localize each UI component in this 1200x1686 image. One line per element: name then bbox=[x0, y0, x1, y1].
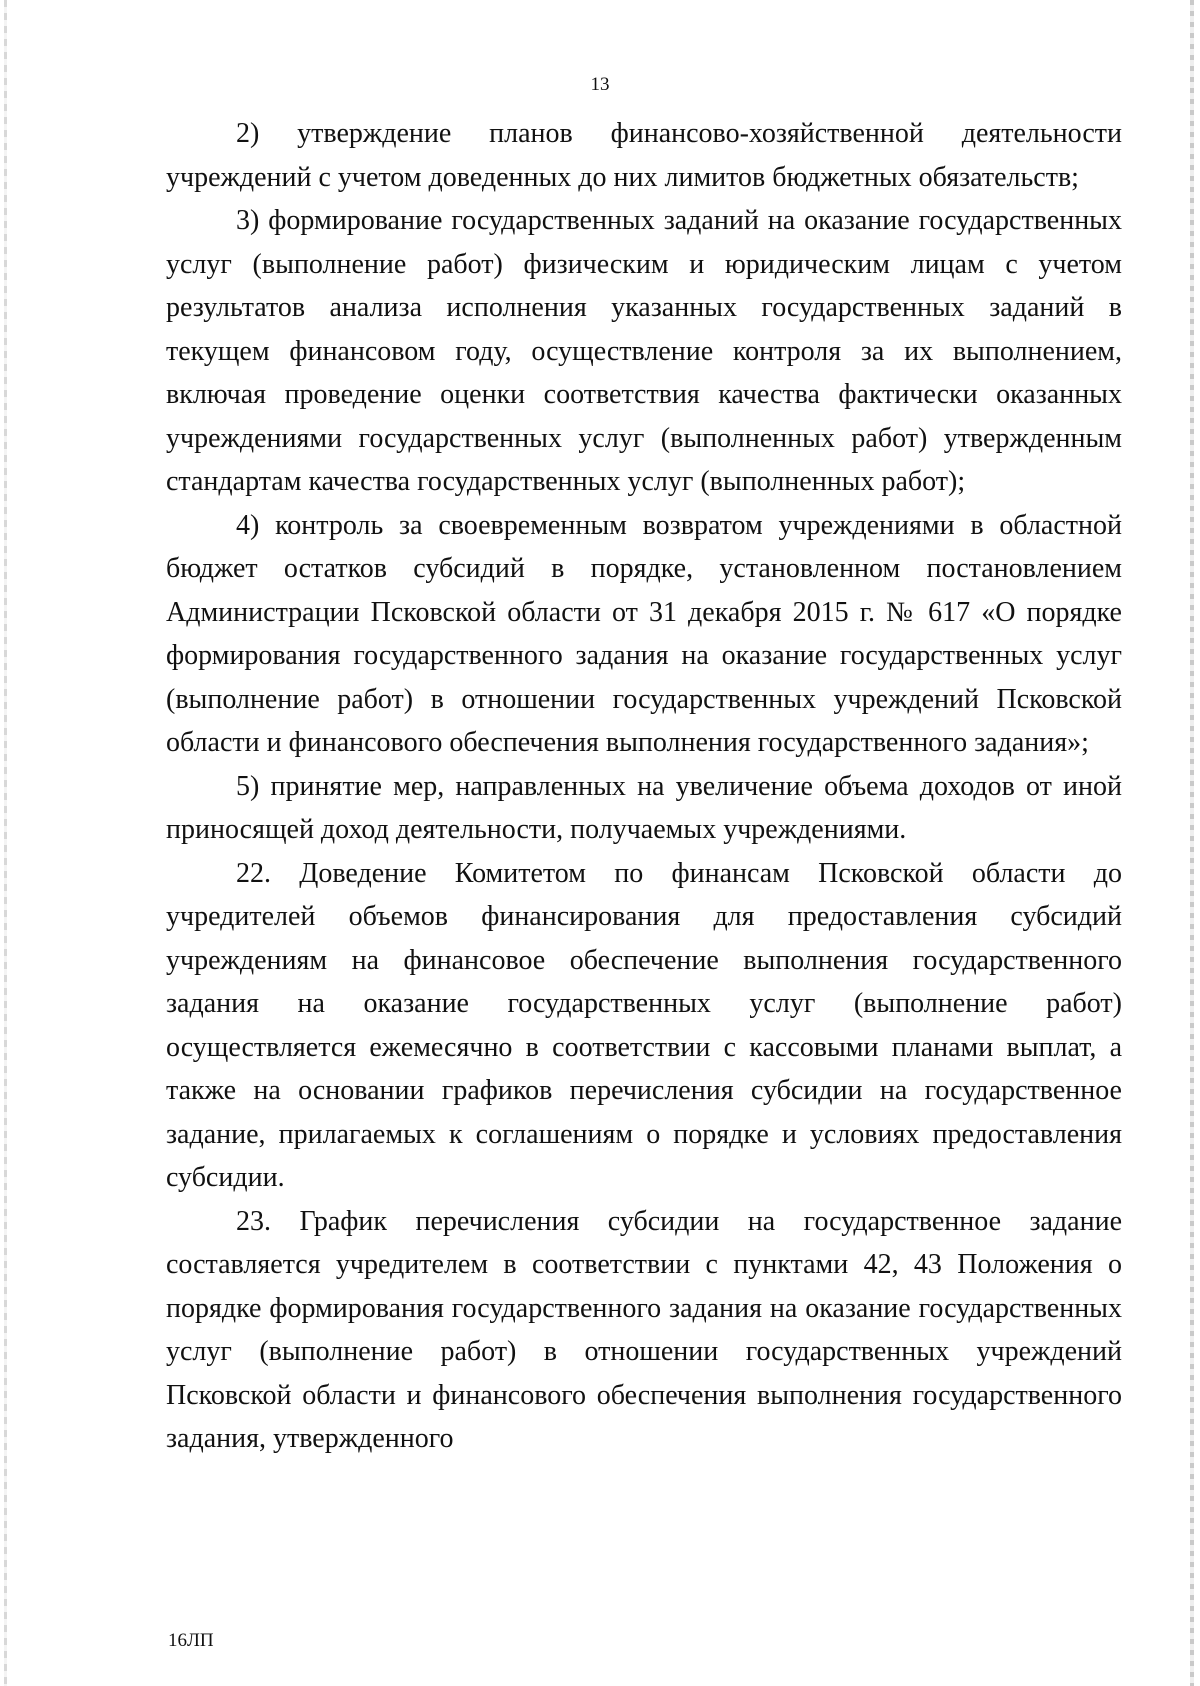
paragraph-item-4: 4) контроль за своевременным возвратом учреждениями в областной бюджет остатков субсидий в порядке, установленном постановлением Администрации Псковской области от 31 декабря 2015 г. № 617 «О порядке формирования государственного задания на оказание государственных услуг (выполнение работ) в отношении государственных учреждений Псковской области и финансового обеспечения выполнения государственного задания»; bbox=[166, 509, 1122, 758]
document-body bbox=[166, 112, 1122, 1461]
footer-document-code: 16ЛП bbox=[168, 1630, 214, 1651]
scan-edge-left bbox=[4, 0, 7, 1686]
paragraph-clause-23: 23. График перечисления субсидии на государственное задание составляется учредителем в соответствии с пунктами 42, 43 Положения о порядке формирования государственного задания на оказание государственных услуг (выполнение работ) в отношении государственных учреждений Псковской области и финансового обеспечения выполнения государственного задания, утвержденного bbox=[166, 1205, 1122, 1454]
paragraph-item-3: 3) формирование государственных заданий на оказание государственных услуг (выполнение работ) физическим и юридическим лицам с учетом результатов анализа исполнения указанных государственных заданий в текущем финансовом году, осуществление контроля за их выполнением, включая проведение оценки соответствия качества фактически оказанных учреждениями государственных услуг (выполненных работ) утвержденным стандартам качества государственных услуг (выполненных работ); bbox=[166, 205, 1122, 497]
paragraph-clause-22: 22. Доведение Комитетом по финансам Псковской области до учредителей объемов финансирования для предоставления субсидий учреждениям на финансовое обеспечение выполнения государственного задания на оказание государственных услуг (выполнение работ) осуществляется ежемесячно в соответствии с кассовыми планами выплат, а также на основании графиков перечисления субсидии на государственное задание, прилагаемых к соглашениям о порядке и условиях предоставления субсидии. bbox=[166, 857, 1122, 1193]
paragraph-item-2: 2) утверждение планов финансово-хозяйственной деятельности учреждений с учетом доведенных до них лимитов бюджетных обязательств; bbox=[166, 118, 1122, 193]
page-number: 13 bbox=[590, 74, 610, 95]
paragraph-item-5: 5) принятие мер, направленных на увеличение объема доходов от иной приносящей доход деятельности, получаемых учреждениями. bbox=[166, 770, 1122, 845]
scan-edge-right bbox=[1190, 0, 1194, 1686]
